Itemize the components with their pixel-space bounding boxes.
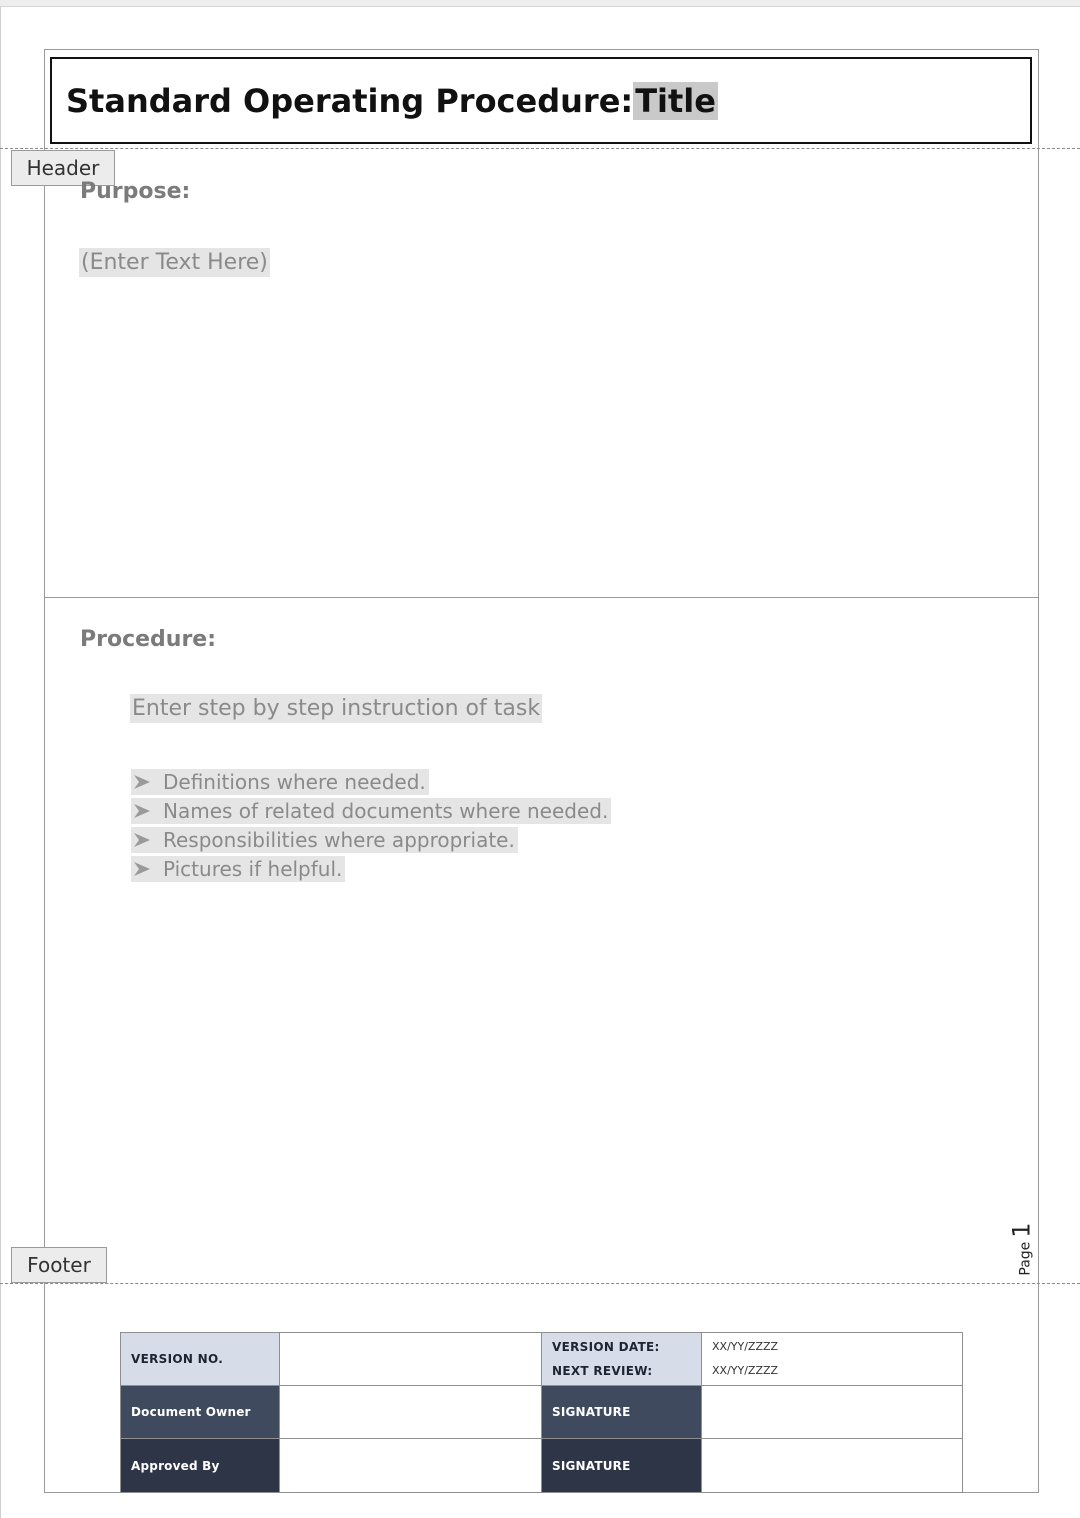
- page-label: Page: [1018, 1241, 1034, 1276]
- approved-by-value[interactable]: [280, 1439, 542, 1493]
- approver-signature-field[interactable]: [702, 1439, 963, 1493]
- procedure-heading: Procedure:: [80, 627, 217, 652]
- owner-signature-field[interactable]: [702, 1386, 963, 1439]
- document-title[interactable]: [50, 57, 1032, 144]
- section-divider: [44, 597, 1039, 598]
- footer-table: [120, 1332, 963, 1493]
- left-page-edge: [0, 6, 1, 1518]
- title-prefix: Standard Operating Procedure:: [66, 81, 634, 120]
- list-item[interactable]: [131, 825, 611, 854]
- page-number: [1004, 1218, 1040, 1280]
- top-window-strip: [0, 0, 1080, 7]
- title-placeholder[interactable]: Title: [635, 81, 716, 120]
- version-date-label: VERSION DATE:: [552, 1340, 660, 1354]
- header-boundary-line: [0, 148, 1080, 149]
- signature-label: SIGNATURE: [542, 1386, 702, 1439]
- page-number-value: 1: [1008, 1222, 1036, 1238]
- list-item[interactable]: [131, 854, 611, 883]
- approved-by-label: Approved By: [121, 1439, 280, 1493]
- list-item-text: Responsibilities where appropriate.: [163, 827, 518, 853]
- version-no-value[interactable]: [280, 1333, 542, 1386]
- arrow-bullet-icon: [131, 827, 163, 853]
- footer-tag[interactable]: Footer: [11, 1247, 107, 1283]
- next-review-label: NEXT REVIEW:: [552, 1364, 653, 1378]
- arrow-bullet-icon: [131, 856, 163, 882]
- list-item[interactable]: [131, 767, 611, 796]
- list-item-text: Pictures if helpful.: [163, 856, 345, 882]
- list-item[interactable]: [131, 796, 611, 825]
- document-owner-label: Document Owner: [121, 1386, 280, 1439]
- purpose-heading: Purpose:: [80, 179, 191, 204]
- signature-label: SIGNATURE: [542, 1439, 702, 1493]
- version-date-labels-cell: [542, 1333, 702, 1386]
- version-date-values-cell[interactable]: [702, 1333, 963, 1386]
- footer-boundary-line: [0, 1283, 1080, 1284]
- arrow-bullet-icon: [131, 798, 163, 824]
- version-date-value[interactable]: XX/YY/ZZZZ: [712, 1340, 779, 1353]
- arrow-bullet-icon: [131, 769, 163, 795]
- list-item-text: Names of related documents where needed.: [163, 798, 611, 824]
- procedure-bullet-list: [131, 767, 611, 883]
- next-review-value[interactable]: XX/YY/ZZZZ: [712, 1364, 779, 1377]
- purpose-placeholder[interactable]: (Enter Text Here): [81, 250, 268, 275]
- list-item-text: Definitions where needed.: [163, 769, 429, 795]
- document-owner-value[interactable]: [280, 1386, 542, 1439]
- header-tag[interactable]: Header: [11, 150, 115, 186]
- version-no-label: VERSION NO.: [121, 1333, 280, 1386]
- procedure-placeholder[interactable]: Enter step by step instruction of task: [132, 696, 541, 721]
